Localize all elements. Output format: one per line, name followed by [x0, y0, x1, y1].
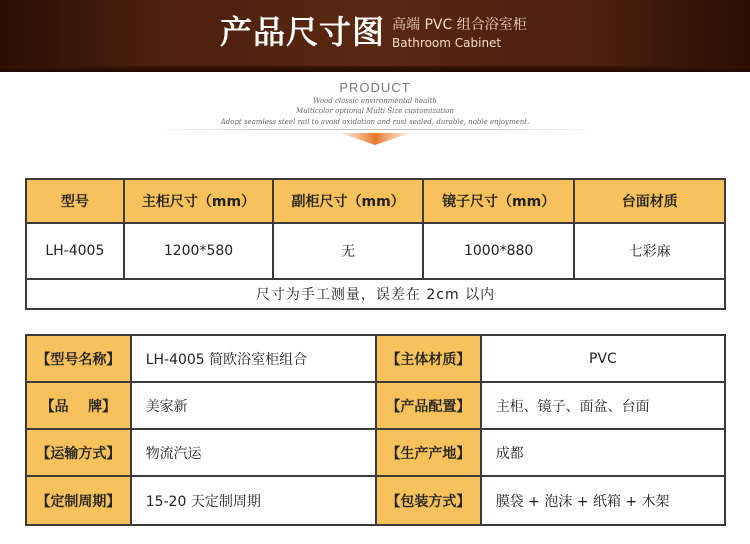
cell-countertop: 七彩麻: [575, 224, 724, 278]
value-configuration: 主柜、镜子、面盆、台面: [482, 383, 724, 428]
label-configuration: 【产品配置】: [377, 383, 480, 428]
label-lead-time: 【定制周期】: [27, 477, 130, 524]
value-origin: 成都: [482, 430, 724, 475]
cell-mirror: 1000*880: [424, 224, 574, 278]
label-packaging: 【包装方式】: [377, 477, 480, 524]
label-brand: 【品 牌】: [27, 383, 130, 428]
cell-side-cabinet: 无: [274, 224, 422, 278]
size-table-note-row: [27, 280, 724, 308]
product-heading: PRODUCT: [339, 80, 411, 95]
cell-model: LH-4005: [27, 224, 123, 278]
size-table-header-row: [27, 180, 724, 222]
header-cell-main-cabinet: 主柜尺寸（mm）: [125, 180, 273, 222]
spec-row: [27, 336, 724, 381]
banner-subtitle-en: Bathroom Cabinet: [392, 36, 502, 50]
label-main-material: 【主体材质】: [377, 336, 480, 381]
header-cell-side-cabinet: 副柜尺寸（mm）: [274, 180, 422, 222]
script-line-1: Wood classic environmental health: [313, 97, 437, 105]
value-shipping: 物流汽运: [132, 430, 375, 475]
value-model-name: LH-4005 简欧浴室柜组合: [132, 336, 375, 381]
measurement-note: 尺寸为手工测量，误差在 2cm 以内: [27, 280, 724, 308]
label-model-name: 【型号名称】: [27, 336, 130, 381]
banner-subtitle-cn: 高端 PVC 组合浴室柜: [392, 17, 527, 33]
size-table: [25, 178, 726, 310]
value-lead-time: 15-20 天定制周期: [132, 477, 375, 524]
label-origin: 【生产产地】: [377, 430, 480, 475]
arrow-down-icon: [340, 133, 410, 145]
header-cell-countertop: 台面材质: [575, 180, 724, 222]
size-table-data-row: [27, 224, 724, 278]
header-banner: [0, 0, 750, 72]
spec-row: [27, 477, 724, 524]
script-line-2: Multicolor optional Multi Size customization: [295, 107, 455, 115]
divider-rule: [150, 129, 600, 130]
header-cell-mirror: 镜子尺寸（mm）: [424, 180, 574, 222]
value-packaging: 膜袋 + 泡沫 + 纸箱 + 木架: [482, 477, 724, 524]
cell-main-cabinet: 1200*580: [125, 224, 273, 278]
spec-table: [25, 334, 726, 526]
header-cell-model: 型号: [27, 180, 123, 222]
label-shipping: 【运输方式】: [27, 430, 130, 475]
value-main-material: PVC: [482, 336, 724, 381]
page-title: 产品尺寸图: [220, 13, 386, 51]
value-brand: 美家新: [132, 383, 375, 428]
script-line-3: Adopt seamless steel rail to avoid oxidation and rust sealed, durable, noble enjoyment.: [220, 118, 530, 126]
spec-row: [27, 383, 724, 428]
spec-row: [27, 430, 724, 475]
